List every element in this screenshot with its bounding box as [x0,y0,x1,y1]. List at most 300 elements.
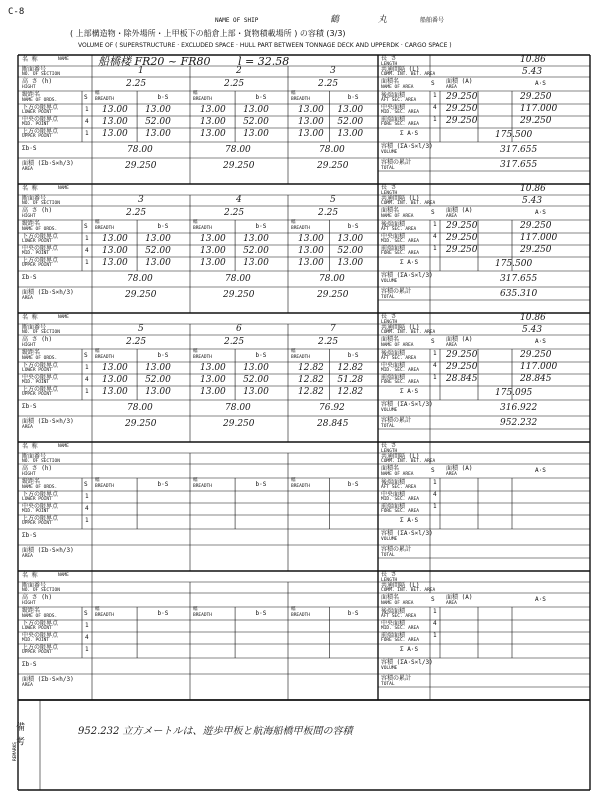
right-label-sum-as: Σ A·S [400,259,419,266]
right-label-sum-as: Σ A·S [400,130,419,137]
simpson-multiplier: 1 [85,235,89,242]
row-label-area-en: AREA [22,554,33,559]
row-label-upper-point-en: UPPER POINT [22,263,52,268]
row-label-section-no: 断面番号 [22,324,47,331]
section-number: 4 [236,195,242,205]
right-label-area-a-en: AREA [446,85,457,90]
right-label-as: A·S [535,596,546,603]
right-simpson-multiplier: 4 [433,104,437,111]
section-height: 2.25 [318,208,339,218]
block-name-value: 船橋楼 FR20 ~ FR80 [98,55,211,68]
row-label-height-en: HIGHT [22,343,36,348]
row-label-area: 面積 (Σb·S×h/3) [22,418,74,425]
right-label-fore-area: 前端面積 [381,503,406,510]
area-a-value: 29.250 [446,233,478,243]
row-label-ordinate-name-en: NAME OF ORDS. [22,614,58,619]
right-label-s: S [431,338,435,345]
breadth-value: 13.00 [102,105,128,115]
area-value: 29.250 [223,419,255,429]
sum-bs-value: 76.92 [319,403,345,413]
sum-bs-value: 78.00 [319,274,345,284]
right-label-total-en: TOTAL [381,553,395,558]
interval-value: 5.43 [522,325,543,335]
row-label-section-no: 断面番号 [22,453,47,460]
bs-value: 13.00 [145,129,171,139]
simpson-multiplier: 4 [85,634,89,641]
right-label-common-interval: 共通間隔 (L) [381,582,420,589]
bs-value: 13.00 [337,258,364,268]
breadth-header-en: BREADTH [95,97,114,102]
row-label-simpson: S [84,610,88,617]
area-a-value: 29.250 [446,92,478,102]
row-label-height-en: HIGHT [22,214,36,219]
section-number: 7 [330,324,336,334]
right-label-mid-area: 中央面積 [381,233,406,240]
right-label-common-interval-en: COMM. INT. BET. AREA [381,72,436,77]
right-label-total: 容積の累計 [381,417,412,424]
right-label-area-name-en: NAME OF AREA [381,601,414,606]
row-label-height: 高 さ (h) [22,336,53,343]
right-label-sum-as: Σ A·S [400,388,419,395]
right-label-area-a-en: AREA [446,472,457,477]
breadth-header: 幅 [291,607,296,612]
sum-as-value: 175.500 [495,259,533,269]
row-label-mid-point: 中央の限界点 [22,632,59,639]
row-label-area-en: AREA [22,683,33,688]
section-number: 6 [236,324,242,334]
remarks-en-label: REMARKS [13,742,18,761]
section-number: 5 [138,324,144,334]
length-value: 10.86 [520,55,546,65]
right-label-aft-area-en: AFT SEC. AREA [381,614,417,619]
area-value: 29.250 [223,161,255,171]
right-label-volume-en: VOLUME [381,408,398,413]
row-label-name: 名 称 [22,443,38,450]
right-label-area-name: 面積名 [381,207,400,214]
bs-value: 13.00 [145,387,171,397]
sum-bs-value: 78.00 [225,274,251,284]
breadth-value: 13.00 [102,234,128,244]
breadth-value: 13.00 [102,258,128,268]
right-simpson-multiplier: 1 [433,503,437,510]
bs-header: b·S [347,352,359,359]
right-label-aft-area-en: AFT SEC. AREA [381,485,417,490]
right-label-common-interval-en: COMM. INT. BET. AREA [381,459,436,464]
volume-value: 317.655 [500,274,538,284]
right-label-length: 長 さ [381,442,397,449]
right-label-fore-area-en: FORE SEC. AREA [381,122,419,127]
breadth-header: 幅 [95,91,100,96]
breadth-value: 13.00 [200,234,226,244]
right-label-aft-area: 後端面積 [381,221,406,228]
bs-header: b·S [347,94,359,101]
simpson-multiplier: 4 [85,247,89,254]
right-label-s: S [431,80,435,87]
right-label-mid-area: 中央面積 [381,620,406,627]
row-label-name-en: NAME [58,186,69,191]
remarks-label: 備 考 [14,722,24,746]
row-label-lower-point: 下方の限界点 [22,362,59,369]
right-label-fore-area-en: FORE SEC. AREA [381,509,419,514]
row-label-area: 面積 (Σb·S×h/3) [22,676,74,683]
breadth-value: 13.00 [200,387,226,397]
row-label-area: 面積 (Σb·S×h/3) [22,160,74,167]
right-label-length: 長 さ [381,184,397,191]
right-label-length: 長 さ [381,571,397,578]
right-label-area-a: 面積 (A) [446,594,473,601]
row-label-area: 面積 (Σb·S×h/3) [22,547,74,554]
simpson-multiplier: 4 [85,505,89,512]
breadth-header-en: BREADTH [95,226,114,231]
row-label-mid-point-en: MID. POINT [22,380,50,385]
row-label-height: 高 さ (h) [22,465,53,472]
bs-value: 13.00 [145,105,171,115]
right-simpson-multiplier: 1 [433,350,437,357]
breadth-value: 13.00 [298,129,324,139]
breadth-value: 12.82 [298,387,324,397]
right-label-as: A·S [535,209,546,216]
right-label-length-en: LENGTH [381,449,398,454]
simpson-multiplier: 1 [85,388,89,395]
right-label-total-en: TOTAL [381,682,395,687]
right-label-fore-area: 前端面積 [381,374,406,381]
area-value: 29.250 [125,290,157,300]
breadth-value: 13.00 [200,129,226,139]
row-label-height-en: HIGHT [22,472,36,477]
row-label-area: 面積 (Σb·S×h/3) [22,289,74,296]
row-label-upper-point-en: UPPER POINT [22,521,52,526]
breadth-value: 13.00 [200,258,226,268]
breadth-header: 幅 [95,349,100,354]
sum-bs-value: 78.00 [127,403,153,413]
breadth-value: 13.00 [200,117,226,127]
simpson-multiplier: 1 [85,130,89,137]
right-label-area-name-en: NAME OF AREA [381,214,414,219]
sum-bs-value: 78.00 [127,145,153,155]
right-label-volume-en: VOLUME [381,666,398,671]
right-simpson-multiplier: 1 [433,92,437,99]
row-label-height: 高 さ (h) [22,207,53,214]
area-a-value: 28.845 [446,374,478,384]
right-label-length: 長 さ [381,55,397,62]
bs-header: b·S [255,610,267,617]
bs-value: 52.00 [337,117,364,127]
area-a-value: 29.250 [446,350,478,360]
right-label-aft-area-en: AFT SEC. AREA [381,98,417,103]
sum-bs-value: 78.00 [225,403,251,413]
right-simpson-multiplier: 4 [433,491,437,498]
row-label-name: 名 称 [22,314,38,321]
breadth-value: 13.00 [200,363,226,373]
bs-value: 12.82 [337,363,364,373]
area-value: 29.250 [317,290,349,300]
right-label-area-name: 面積名 [381,594,400,601]
bs-value: 12.82 [337,387,364,397]
length-value: 10.86 [520,184,546,194]
row-label-lower-point: 下方の限界点 [22,104,59,111]
right-label-common-interval: 共通間隔 (L) [381,324,420,331]
area-a-value: 29.250 [446,104,478,114]
right-label-area-name: 面積名 [381,336,400,343]
area-value: 29.250 [125,161,157,171]
right-label-total: 容積の累計 [381,159,412,166]
row-label-mid-point: 中央の限界点 [22,245,59,252]
bs-header: b·S [157,94,169,101]
row-label-simpson: S [84,352,88,359]
bs-value: 13.00 [337,234,364,244]
right-label-fore-area: 前端面積 [381,116,406,123]
area-as-value: 117.000 [520,362,558,372]
right-label-total-en: TOTAL [381,424,395,429]
breadth-header: 幅 [193,91,198,96]
bs-value: 13.00 [243,387,269,397]
bs-header: b·S [157,223,169,230]
row-label-height: 高 さ (h) [22,594,53,601]
total-value: 952.232 [500,418,538,428]
area-as-value: 117.000 [520,104,558,114]
right-simpson-multiplier: 1 [433,116,437,123]
row-label-lower-point-en: LOWER POINT [22,497,52,502]
row-label-height-en: HIGHT [22,601,36,606]
row-label-name-en: NAME [58,573,69,578]
bs-header: b·S [255,223,267,230]
total-value: 635.310 [500,289,538,299]
right-label-mid-area-en: MID. SEC. AREA [381,497,419,502]
row-label-sum-bs: Σb·S [22,274,37,281]
sum-as-value: 175.095 [495,388,533,398]
area-as-value: 29.250 [520,221,552,231]
breadth-header-en: BREADTH [291,484,310,489]
bs-value: 51.28 [337,375,364,385]
bs-header: b·S [157,481,169,488]
row-label-mid-point: 中央の限界点 [22,374,59,381]
row-label-sum-bs: Σb·S [22,145,37,152]
title-jp: ( 上部構造物・除外場所・上甲板下の船倉上部・貨物積載場所 ) の容積 (3/3) [70,29,346,38]
row-label-upper-point: 上方の限界点 [22,644,59,651]
row-label-upper-point-en: UPPER POINT [22,134,52,139]
breadth-header: 幅 [291,220,296,225]
area-value: 28.845 [317,419,349,429]
breadth-header: 幅 [95,607,100,612]
section-number: 3 [138,195,144,205]
row-label-height: 高 さ (h) [22,78,53,85]
breadth-value: 13.00 [200,375,226,385]
bs-header: b·S [157,352,169,359]
right-label-area-name-en: NAME OF AREA [381,472,414,477]
length-value: 10.86 [520,313,546,323]
row-label-ordinate-name-en: NAME OF ORDS. [22,227,58,232]
right-label-volume-en: VOLUME [381,150,398,155]
right-simpson-multiplier: 1 [433,245,437,252]
row-label-simpson: S [84,94,88,101]
right-label-area-name: 面積名 [381,465,400,472]
right-label-total: 容積の累計 [381,675,412,682]
right-simpson-multiplier: 1 [433,608,437,615]
breadth-value: 13.00 [102,129,128,139]
simpson-multiplier: 1 [85,259,89,266]
row-label-name-en: NAME [58,57,69,62]
right-simpson-multiplier: 4 [433,362,437,369]
right-label-aft-area: 後端面積 [381,479,406,486]
bs-value: 13.00 [243,363,269,373]
breadth-value: 13.00 [102,246,128,256]
row-label-area-en: AREA [22,425,33,430]
row-label-name-en: NAME [58,444,69,449]
right-simpson-multiplier: 1 [433,479,437,486]
right-label-aft-area: 後端面積 [381,608,406,615]
breadth-header-en: BREADTH [95,355,114,360]
area-a-value: 29.250 [446,221,478,231]
breadth-header: 幅 [193,220,198,225]
right-label-area-a: 面積 (A) [446,78,473,85]
section-height: 2.25 [318,79,339,89]
simpson-multiplier: 1 [85,622,89,629]
row-label-mid-point: 中央の限界点 [22,503,59,510]
right-label-mid-area-en: MID. SEC. AREA [381,110,419,115]
breadth-header: 幅 [291,478,296,483]
right-label-total-en: TOTAL [381,295,395,300]
breadth-header-en: BREADTH [193,484,212,489]
area-as-value: 29.250 [520,350,552,360]
row-label-upper-point-en: UPPER POINT [22,392,52,397]
row-label-mid-point: 中央の限界点 [22,116,59,123]
row-label-area-en: AREA [22,167,33,172]
bs-value: 13.00 [243,105,269,115]
sum-as-value: 175.500 [495,130,533,140]
area-a-value: 29.250 [446,245,478,255]
right-label-as: A·S [535,338,546,345]
row-label-section-no: 断面番号 [22,195,47,202]
breadth-header: 幅 [193,478,198,483]
bs-header: b·S [347,610,359,617]
breadth-header-en: BREADTH [95,613,114,618]
section-height: 2.25 [126,208,147,218]
area-as-value: 29.250 [520,92,552,102]
breadth-value: 12.82 [298,375,324,385]
right-simpson-multiplier: 1 [433,221,437,228]
right-label-mid-area: 中央面積 [381,491,406,498]
row-label-section-no-en: NO. OF SECTION [22,330,60,335]
bs-value: 52.00 [145,375,171,385]
bs-value: 13.00 [145,258,171,268]
simpson-multiplier: 1 [85,646,89,653]
simpson-multiplier: 1 [85,517,89,524]
right-label-total-en: TOTAL [381,166,395,171]
row-label-simpson: S [84,481,88,488]
breadth-value: 13.00 [298,105,324,115]
right-label-fore-area: 前端面積 [381,632,406,639]
row-label-lower-point: 下方の限界点 [22,620,59,627]
right-simpson-multiplier: 4 [433,620,437,627]
row-label-upper-point: 上方の限界点 [22,128,59,135]
right-label-volume: 容積 (ΣA·S×l/3) [381,659,433,666]
breadth-header: 幅 [291,349,296,354]
ship-name-1: 鶴 [330,15,340,25]
right-label-sum-as: Σ A·S [400,646,419,653]
right-label-fore-area-en: FORE SEC. AREA [381,380,419,385]
right-label-area-a-en: AREA [446,214,457,219]
interval-value: 5.43 [522,196,543,206]
right-simpson-multiplier: 4 [433,233,437,240]
breadth-header-en: BREADTH [95,484,114,489]
row-label-sum-bs: Σb·S [22,532,37,539]
row-label-sum-bs: Σb·S [22,403,37,410]
sum-bs-value: 78.00 [127,274,153,284]
right-label-fore-area-en: FORE SEC. AREA [381,638,419,643]
right-label-common-interval-en: COMM. INT. BET. AREA [381,330,436,335]
row-label-name: 名 称 [22,185,38,192]
sum-bs-value: 78.00 [319,145,345,155]
row-label-name: 名 称 [22,56,38,63]
breadth-value: 13.00 [298,246,324,256]
breadth-header-en: BREADTH [291,355,310,360]
breadth-header: 幅 [95,478,100,483]
row-label-ordinate-name-en: NAME OF ORDS. [22,98,58,103]
total-value: 317.655 [500,160,538,170]
right-label-volume: 容積 (ΣA·S×l/3) [381,272,433,279]
bs-value: 13.00 [243,234,269,244]
area-as-value: 28.845 [520,374,552,384]
right-label-area-a-en: AREA [446,601,457,606]
volume-value: 317.655 [500,145,538,155]
row-label-ordinate-name-en: NAME OF ORDS. [22,485,58,490]
breadth-header-en: BREADTH [193,226,212,231]
row-label-simpson: S [84,223,88,230]
breadth-header-en: BREADTH [193,355,212,360]
right-label-mid-area: 中央面積 [381,104,406,111]
right-label-length-en: LENGTH [381,191,398,196]
area-value: 29.250 [223,290,255,300]
simpson-multiplier: 1 [85,364,89,371]
right-label-s: S [431,596,435,603]
right-label-volume: 容積 (ΣA·S×l/3) [381,401,433,408]
bs-header: b·S [255,481,267,488]
area-a-value: 29.250 [446,116,478,126]
bs-value: 52.00 [145,117,171,127]
breadth-value: 13.00 [102,363,128,373]
right-label-mid-area-en: MID. SEC. AREA [381,626,419,631]
bs-header: b·S [347,223,359,230]
bs-value: 13.00 [145,363,171,373]
right-label-volume-en: VOLUME [381,279,398,284]
row-label-section-no: 断面番号 [22,582,47,589]
row-label-upper-point: 上方の限界点 [22,257,59,264]
row-label-ordinate-name: 縦距名 [22,220,41,227]
breadth-header-en: BREADTH [291,613,310,618]
right-label-fore-area: 前端面積 [381,245,406,252]
bs-value: 52.00 [243,246,269,256]
row-label-lower-point-en: LOWER POINT [22,110,52,115]
right-label-fore-area-en: FORE SEC. AREA [381,251,419,256]
ship-number-label: 船舶番号 [420,17,445,24]
breadth-header: 幅 [193,349,198,354]
breadth-value: 13.00 [298,117,324,127]
area-value: 29.250 [125,419,157,429]
section-number: 5 [330,195,336,205]
breadth-header: 幅 [95,220,100,225]
right-label-aft-area: 後端面積 [381,92,406,99]
right-label-area-a-en: AREA [446,343,457,348]
right-simpson-multiplier: 1 [433,374,437,381]
section-number: 2 [236,66,242,76]
row-label-lower-point-en: LOWER POINT [22,626,52,631]
breadth-header: 幅 [291,91,296,96]
bs-header: b·S [255,94,267,101]
breadth-value: 13.00 [200,105,226,115]
right-label-area-a: 面積 (A) [446,207,473,214]
breadth-value: 13.00 [102,375,128,385]
name-of-ship-label: NAME OF SHIP [215,17,259,24]
